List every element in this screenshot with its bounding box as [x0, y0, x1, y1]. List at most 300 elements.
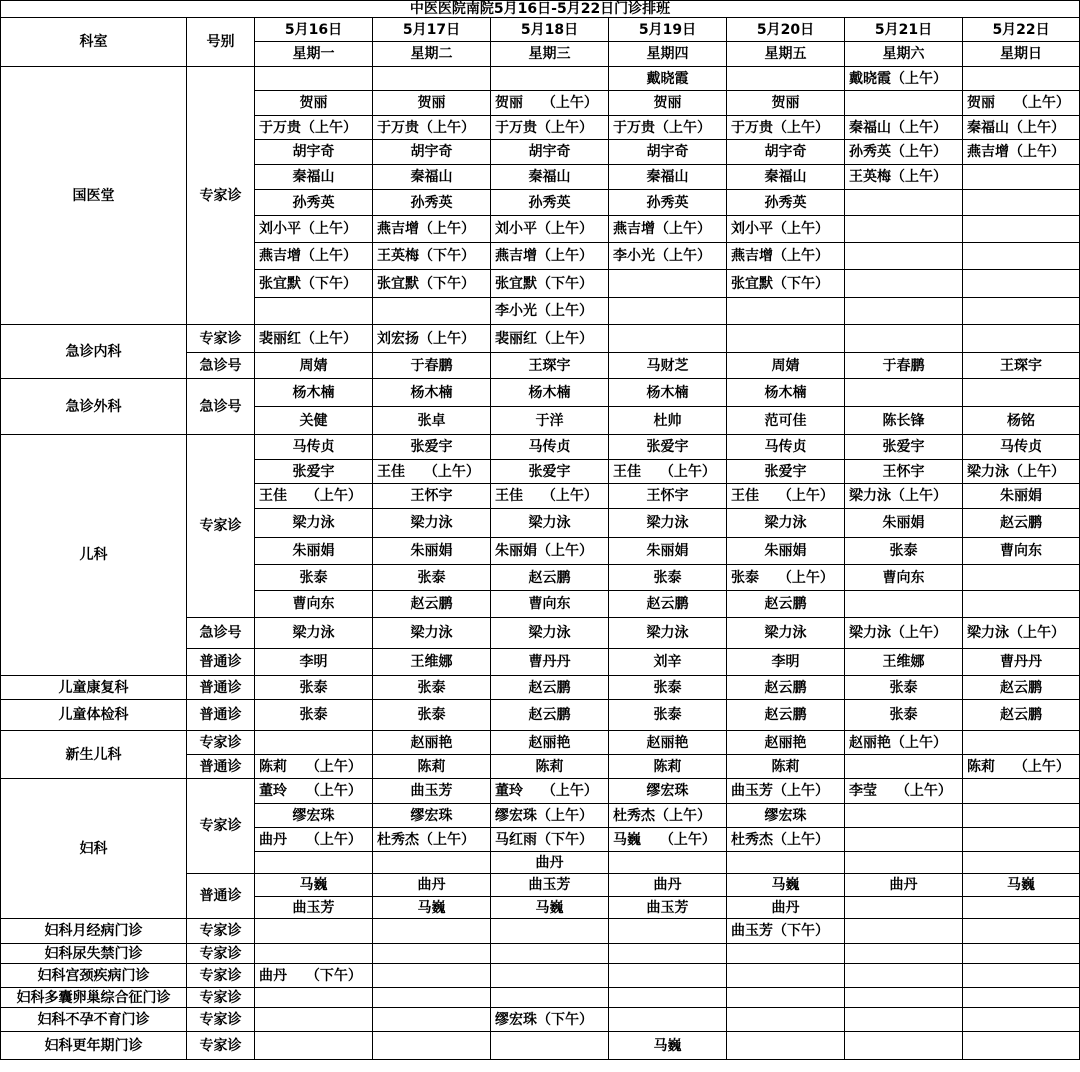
- doctor-cell: [255, 919, 373, 944]
- doctor-cell: [255, 852, 373, 874]
- doctor-cell: 曲丹: [845, 874, 963, 897]
- doctor-cell: 贺丽: [727, 91, 845, 116]
- doctor-cell: [373, 298, 491, 325]
- department-name: 妇科尿失禁门诊: [1, 944, 187, 964]
- doctor-cell: [491, 1032, 609, 1060]
- doctor-cell: 王怀宇: [373, 484, 491, 509]
- department-name: 妇科不孕不育门诊: [1, 1008, 187, 1032]
- doctor-cell: 王琛宇: [963, 353, 1080, 379]
- doctor-cell: 孙秀英: [609, 190, 727, 216]
- doctor-cell: [963, 379, 1080, 407]
- clinic-type: 专家诊: [187, 325, 255, 353]
- doctor-cell: [255, 731, 373, 755]
- date-header: 5月21日: [845, 18, 963, 42]
- doctor-cell: [727, 852, 845, 874]
- doctor-cell: 张宜默（下午）: [255, 270, 373, 298]
- doctor-cell: 孙秀英: [373, 190, 491, 216]
- doctor-cell: 张泰: [845, 700, 963, 731]
- doctor-cell: [845, 1008, 963, 1032]
- doctor-cell: 张爱宇: [727, 460, 845, 484]
- doctor-cell: 赵云鹏: [727, 591, 845, 618]
- doctor-cell: 张宜默（下午）: [491, 270, 609, 298]
- doctor-cell: 赵丽艳: [727, 731, 845, 755]
- doctor-cell: 于万贵（上午）: [727, 116, 845, 140]
- doctor-cell: [609, 852, 727, 874]
- doctor-cell: [845, 243, 963, 270]
- doctor-cell: [845, 379, 963, 407]
- doctor-cell: 戴晓霞（上午）: [845, 67, 963, 91]
- doctor-cell: 张泰: [609, 565, 727, 591]
- doctor-cell: 马巍: [727, 874, 845, 897]
- doctor-cell: 戴晓霞: [609, 67, 727, 91]
- doctor-cell: 王维娜: [373, 649, 491, 676]
- doctor-cell: 张泰: [609, 676, 727, 700]
- doctor-cell: 张泰: [373, 700, 491, 731]
- schedule-row: [1, 435, 1080, 460]
- doctor-cell: 燕吉增（上午）: [727, 243, 845, 270]
- doctor-cell: 梁力泳: [491, 618, 609, 649]
- doctor-cell: 贺丽 （上午）: [491, 91, 609, 116]
- doctor-cell: 曲丹 （下午）: [255, 964, 373, 988]
- doctor-cell: [845, 1032, 963, 1060]
- doctor-cell: [373, 919, 491, 944]
- doctor-cell: 李明: [727, 649, 845, 676]
- clinic-type: 急诊号: [187, 353, 255, 379]
- doctor-cell: 马巍: [609, 1032, 727, 1060]
- clinic-type: 专家诊: [187, 67, 255, 325]
- doctor-cell: 马传贞: [963, 435, 1080, 460]
- department-name: 妇科月经病门诊: [1, 919, 187, 944]
- doctor-cell: 胡宇奇: [491, 140, 609, 165]
- doctor-cell: [255, 1008, 373, 1032]
- type-header: 号别: [187, 18, 255, 67]
- doctor-cell: [845, 897, 963, 919]
- clinic-type: 普通诊: [187, 755, 255, 779]
- schedule-row: [1, 379, 1080, 407]
- doctor-cell: 李明: [255, 649, 373, 676]
- doctor-cell: [963, 828, 1080, 852]
- doctor-cell: 王佳 （上午）: [609, 460, 727, 484]
- doctor-cell: [963, 779, 1080, 804]
- doctor-cell: 赵云鹏: [727, 700, 845, 731]
- doctor-cell: 王怀宇: [845, 460, 963, 484]
- doctor-cell: 胡宇奇: [373, 140, 491, 165]
- doctor-cell: 曲丹: [491, 852, 609, 874]
- doctor-cell: 曹向东: [255, 591, 373, 618]
- doctor-cell: 缪宏珠: [255, 804, 373, 828]
- schedule-row: [1, 944, 1080, 964]
- doctor-cell: 梁力泳（上午）: [963, 460, 1080, 484]
- date-header: 5月19日: [609, 18, 727, 42]
- doctor-cell: 赵云鹏: [373, 591, 491, 618]
- doctor-cell: 孙秀英（上午）: [845, 140, 963, 165]
- doctor-cell: 杜秀杰（上午）: [727, 828, 845, 852]
- date-header: 5月22日: [963, 18, 1080, 42]
- doctor-cell: 秦福山: [373, 165, 491, 190]
- doctor-cell: 孙秀英: [727, 190, 845, 216]
- doctor-cell: [609, 988, 727, 1008]
- doctor-cell: [491, 67, 609, 91]
- doctor-cell: 梁力泳: [609, 509, 727, 538]
- clinic-type: 专家诊: [187, 944, 255, 964]
- doctor-cell: [845, 988, 963, 1008]
- schedule-row: [1, 1032, 1080, 1060]
- doctor-cell: 周婧: [727, 353, 845, 379]
- date-header: 5月20日: [727, 18, 845, 42]
- doctor-cell: [963, 165, 1080, 190]
- doctor-cell: 朱丽娟: [373, 538, 491, 565]
- doctor-cell: 张泰: [609, 700, 727, 731]
- doctor-cell: 赵云鹏: [491, 676, 609, 700]
- doctor-cell: 赵云鹏: [491, 565, 609, 591]
- department-name: 儿童体检科: [1, 700, 187, 731]
- doctor-cell: [845, 944, 963, 964]
- doctor-cell: 杨木楠: [727, 379, 845, 407]
- doctor-cell: 孙秀英: [491, 190, 609, 216]
- doctor-cell: 曹丹丹: [963, 649, 1080, 676]
- schedule-row: [1, 964, 1080, 988]
- doctor-cell: 杨木楠: [373, 379, 491, 407]
- doctor-cell: 张泰: [255, 700, 373, 731]
- doctor-cell: 缪宏珠: [609, 779, 727, 804]
- doctor-cell: 张泰: [845, 676, 963, 700]
- doctor-cell: 孙秀英: [255, 190, 373, 216]
- doctor-cell: [727, 1008, 845, 1032]
- doctor-cell: 裴丽红（上午）: [255, 325, 373, 353]
- doctor-cell: 王佳 （上午）: [727, 484, 845, 509]
- department-name: 妇科: [1, 779, 187, 919]
- doctor-cell: 赵云鹏: [609, 591, 727, 618]
- doctor-cell: 朱丽娟: [845, 509, 963, 538]
- doctor-cell: [845, 919, 963, 944]
- weekday-header: 星期三: [491, 42, 609, 67]
- doctor-cell: 梁力泳: [727, 618, 845, 649]
- date-row: [1, 18, 1080, 42]
- doctor-cell: [491, 988, 609, 1008]
- doctor-cell: 马传贞: [255, 435, 373, 460]
- doctor-cell: 马巍: [373, 897, 491, 919]
- doctor-cell: 曹向东: [845, 565, 963, 591]
- doctor-cell: 曲玉芳: [255, 897, 373, 919]
- doctor-cell: 马巍: [255, 874, 373, 897]
- doctor-cell: 刘辛: [609, 649, 727, 676]
- doctor-cell: [845, 852, 963, 874]
- doctor-cell: 曲玉芳（下午）: [727, 919, 845, 944]
- department-name: 妇科多囊卵巢综合征门诊: [1, 988, 187, 1008]
- doctor-cell: 秦福山: [491, 165, 609, 190]
- doctor-cell: 刘小平（上午）: [255, 216, 373, 243]
- doctor-cell: [609, 325, 727, 353]
- department-name: 国医堂: [1, 67, 187, 325]
- doctor-cell: 曹丹丹: [491, 649, 609, 676]
- doctor-cell: [845, 91, 963, 116]
- doctor-cell: [963, 270, 1080, 298]
- doctor-cell: 杜秀杰（上午）: [609, 804, 727, 828]
- doctor-cell: [373, 1032, 491, 1060]
- clinic-type: 专家诊: [187, 1032, 255, 1060]
- doctor-cell: 朱丽娟: [609, 538, 727, 565]
- clinic-type: 专家诊: [187, 988, 255, 1008]
- doctor-cell: 陈莉: [609, 755, 727, 779]
- doctor-cell: 王英梅（下午）: [373, 243, 491, 270]
- doctor-cell: 赵丽艳（上午）: [845, 731, 963, 755]
- doctor-cell: 王佳 （上午）: [491, 484, 609, 509]
- doctor-cell: 曲玉芳（上午）: [727, 779, 845, 804]
- doctor-cell: 张爱宇: [491, 460, 609, 484]
- doctor-cell: 贺丽: [609, 91, 727, 116]
- doctor-cell: [963, 216, 1080, 243]
- weekday-header: 星期一: [255, 42, 373, 67]
- weekday-header: 星期五: [727, 42, 845, 67]
- doctor-cell: 李小光（上午）: [609, 243, 727, 270]
- doctor-cell: 李莹 （上午）: [845, 779, 963, 804]
- doctor-cell: 杨木楠: [491, 379, 609, 407]
- doctor-cell: 于万贵（上午）: [373, 116, 491, 140]
- doctor-cell: 刘小平（上午）: [491, 216, 609, 243]
- weekday-header: 星期二: [373, 42, 491, 67]
- doctor-cell: 刘宏扬（上午）: [373, 325, 491, 353]
- department-name: 急诊外科: [1, 379, 187, 435]
- doctor-cell: [963, 944, 1080, 964]
- schedule-row: [1, 67, 1080, 91]
- doctor-cell: 陈莉: [491, 755, 609, 779]
- doctor-cell: 曲丹: [373, 874, 491, 897]
- doctor-cell: [845, 755, 963, 779]
- doctor-cell: 梁力泳: [255, 618, 373, 649]
- dept-header: 科室: [1, 18, 187, 67]
- doctor-cell: [963, 897, 1080, 919]
- doctor-cell: 张爱宇: [845, 435, 963, 460]
- doctor-cell: 杜帅: [609, 407, 727, 435]
- doctor-cell: [727, 988, 845, 1008]
- date-header: 5月18日: [491, 18, 609, 42]
- doctor-cell: 赵丽艳: [609, 731, 727, 755]
- doctor-cell: 秦福山: [609, 165, 727, 190]
- doctor-cell: 秦福山（上午）: [963, 116, 1080, 140]
- doctor-cell: 赵云鹏: [727, 676, 845, 700]
- doctor-cell: 张爱宇: [609, 435, 727, 460]
- doctor-cell: [845, 298, 963, 325]
- date-header: 5月17日: [373, 18, 491, 42]
- doctor-cell: 赵云鹏: [963, 509, 1080, 538]
- doctor-cell: 燕吉增（上午）: [963, 140, 1080, 165]
- clinic-type: 专家诊: [187, 779, 255, 874]
- date-header: 5月16日: [255, 18, 373, 42]
- doctor-cell: [963, 731, 1080, 755]
- doctor-cell: [963, 804, 1080, 828]
- doctor-cell: 杨铭: [963, 407, 1080, 435]
- doctor-cell: 朱丽娟: [963, 484, 1080, 509]
- doctor-cell: 朱丽娟: [255, 538, 373, 565]
- doctor-cell: 张爱宇: [255, 460, 373, 484]
- doctor-cell: 张泰: [255, 676, 373, 700]
- doctor-cell: 张爱宇: [373, 435, 491, 460]
- schedule-body: [1, 1, 1080, 1060]
- doctor-cell: 董玲 （上午）: [255, 779, 373, 804]
- doctor-cell: 曹向东: [963, 538, 1080, 565]
- doctor-cell: 范可佳: [727, 407, 845, 435]
- doctor-cell: [255, 298, 373, 325]
- doctor-cell: 马传贞: [727, 435, 845, 460]
- schedule-row: [1, 1008, 1080, 1032]
- doctor-cell: [845, 325, 963, 353]
- doctor-cell: 张泰: [373, 676, 491, 700]
- doctor-cell: [727, 964, 845, 988]
- weekday-header: 星期日: [963, 42, 1080, 67]
- doctor-cell: [373, 964, 491, 988]
- doctor-cell: [845, 216, 963, 243]
- schedule-title: 中医医院南院5月16日-5月22日门诊排班: [1, 1, 1080, 18]
- doctor-cell: 杨木楠: [255, 379, 373, 407]
- doctor-cell: [963, 964, 1080, 988]
- doctor-cell: [845, 828, 963, 852]
- clinic-type: 专家诊: [187, 919, 255, 944]
- doctor-cell: 于春鹏: [373, 353, 491, 379]
- clinic-type: 普通诊: [187, 874, 255, 919]
- doctor-cell: 陈莉: [373, 755, 491, 779]
- doctor-cell: [963, 852, 1080, 874]
- doctor-cell: 张泰: [845, 538, 963, 565]
- doctor-cell: 贺丽: [255, 91, 373, 116]
- doctor-cell: 王琛宇: [491, 353, 609, 379]
- doctor-cell: 秦福山（上午）: [845, 116, 963, 140]
- doctor-cell: [963, 243, 1080, 270]
- doctor-cell: 曲丹 （上午）: [255, 828, 373, 852]
- doctor-cell: 周婧: [255, 353, 373, 379]
- doctor-cell: 张泰: [373, 565, 491, 591]
- clinic-type: 急诊号: [187, 379, 255, 435]
- doctor-cell: [609, 919, 727, 944]
- doctor-cell: 秦福山: [727, 165, 845, 190]
- schedule-row: [1, 988, 1080, 1008]
- doctor-cell: 曲玉芳: [609, 897, 727, 919]
- doctor-cell: 燕吉增（上午）: [609, 216, 727, 243]
- doctor-cell: 王佳 （上午）: [373, 460, 491, 484]
- doctor-cell: [963, 325, 1080, 353]
- doctor-cell: [963, 1008, 1080, 1032]
- doctor-cell: 贺丽 （上午）: [963, 91, 1080, 116]
- doctor-cell: 于洋: [491, 407, 609, 435]
- doctor-cell: 缪宏珠（下午）: [491, 1008, 609, 1032]
- doctor-cell: [727, 67, 845, 91]
- doctor-cell: 杨木楠: [609, 379, 727, 407]
- doctor-cell: [255, 944, 373, 964]
- doctor-cell: [727, 325, 845, 353]
- doctor-cell: 梁力泳: [373, 618, 491, 649]
- schedule-row: [1, 700, 1080, 731]
- doctor-cell: 王佳 （上午）: [255, 484, 373, 509]
- doctor-cell: [255, 988, 373, 1008]
- doctor-cell: 秦福山: [255, 165, 373, 190]
- department-name: 儿科: [1, 435, 187, 676]
- doctor-cell: 杜秀杰（上午）: [373, 828, 491, 852]
- schedule-row: [1, 676, 1080, 700]
- doctor-cell: 梁力泳: [609, 618, 727, 649]
- doctor-cell: 燕吉增（上午）: [373, 216, 491, 243]
- weekday-header: 星期四: [609, 42, 727, 67]
- doctor-cell: [373, 67, 491, 91]
- doctor-cell: 曲玉芳: [373, 779, 491, 804]
- doctor-cell: 马财芝: [609, 353, 727, 379]
- clinic-type: 专家诊: [187, 964, 255, 988]
- doctor-cell: [609, 964, 727, 988]
- doctor-cell: [727, 1032, 845, 1060]
- doctor-cell: [963, 190, 1080, 216]
- doctor-cell: 于万贵（上午）: [255, 116, 373, 140]
- doctor-cell: 曲丹: [609, 874, 727, 897]
- doctor-cell: 梁力泳: [373, 509, 491, 538]
- department-name: 妇科宫颈疾病门诊: [1, 964, 187, 988]
- doctor-cell: [609, 944, 727, 964]
- doctor-cell: [609, 270, 727, 298]
- doctor-cell: 梁力泳: [255, 509, 373, 538]
- doctor-cell: 董玲 （上午）: [491, 779, 609, 804]
- doctor-cell: 赵云鹏: [963, 676, 1080, 700]
- clinic-type: 专家诊: [187, 731, 255, 755]
- clinic-type: 急诊号: [187, 618, 255, 649]
- doctor-cell: [963, 919, 1080, 944]
- doctor-cell: 陈莉: [727, 755, 845, 779]
- department-name: 新生儿科: [1, 731, 187, 779]
- title-row: [1, 1, 1080, 18]
- clinic-type: 专家诊: [187, 435, 255, 618]
- doctor-cell: [963, 565, 1080, 591]
- doctor-cell: 张泰: [255, 565, 373, 591]
- doctor-cell: 赵云鹏: [963, 700, 1080, 731]
- doctor-cell: 梁力泳: [491, 509, 609, 538]
- doctor-cell: 贺丽: [373, 91, 491, 116]
- clinic-type: 普通诊: [187, 700, 255, 731]
- doctor-cell: 关健: [255, 407, 373, 435]
- doctor-cell: [845, 804, 963, 828]
- doctor-cell: 陈长锋: [845, 407, 963, 435]
- doctor-cell: [255, 67, 373, 91]
- doctor-cell: [373, 852, 491, 874]
- doctor-cell: 王英梅（上午）: [845, 165, 963, 190]
- doctor-cell: 张卓: [373, 407, 491, 435]
- doctor-cell: [727, 944, 845, 964]
- doctor-cell: [373, 1008, 491, 1032]
- doctor-cell: 李小光（上午）: [491, 298, 609, 325]
- clinic-type: 普通诊: [187, 649, 255, 676]
- schedule-row: [1, 779, 1080, 804]
- doctor-cell: [491, 944, 609, 964]
- doctor-cell: 曹向东: [491, 591, 609, 618]
- doctor-cell: 裴丽红（上午）: [491, 325, 609, 353]
- doctor-cell: 燕吉增（上午）: [255, 243, 373, 270]
- doctor-cell: [373, 944, 491, 964]
- doctor-cell: 赵云鹏: [491, 700, 609, 731]
- doctor-cell: 马巍: [963, 874, 1080, 897]
- doctor-cell: [963, 298, 1080, 325]
- doctor-cell: [845, 964, 963, 988]
- department-name: 儿童康复科: [1, 676, 187, 700]
- doctor-cell: [963, 591, 1080, 618]
- clinic-type: 专家诊: [187, 1008, 255, 1032]
- doctor-cell: 张宜默（下午）: [727, 270, 845, 298]
- doctor-cell: 燕吉增（上午）: [491, 243, 609, 270]
- doctor-cell: 梁力泳（上午）: [963, 618, 1080, 649]
- doctor-cell: [845, 190, 963, 216]
- doctor-cell: [255, 1032, 373, 1060]
- doctor-cell: 梁力泳: [727, 509, 845, 538]
- doctor-cell: 马巍 （上午）: [609, 828, 727, 852]
- weekday-header: 星期六: [845, 42, 963, 67]
- doctor-cell: [609, 298, 727, 325]
- doctor-cell: 马巍: [491, 897, 609, 919]
- doctor-cell: [963, 1032, 1080, 1060]
- doctor-cell: [373, 988, 491, 1008]
